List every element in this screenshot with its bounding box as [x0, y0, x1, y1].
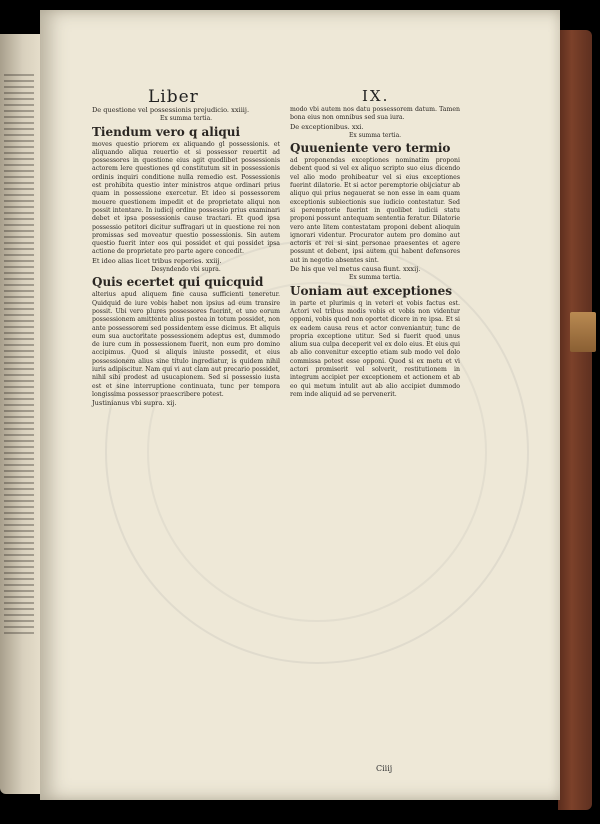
rubric: Ex summa tertia. — [348, 131, 402, 139]
lead-line: Quueniente vero termio — [290, 141, 451, 156]
reference-line — [92, 399, 280, 407]
lead-line: Uoniam aut exceptiones — [290, 283, 452, 298]
reference-number: xxi. — [351, 122, 364, 131]
left-column — [92, 106, 280, 408]
binding-board — [558, 30, 592, 810]
rubric: Desyndendo vbi supra. — [151, 266, 221, 274]
reference-line — [290, 265, 460, 273]
body-text: in parte et plurimis q in veteri et vobis factus est. Actori vel tribus modis vobis et vobis non videntur opponi, vobis quod non oportet dicere in re ipsa. Et si ex eadem causa reus et actor conveniantur, tunc de propria exceptione utitur. Sed si fuerit quod unus alium sua culpa deceperit vel ex dolo eius. Et eius qui ab alio convenitur exceptio etiam sub modo vel dolo commissa potest esse opponi. Quod si ex metu et vi actori promiserit vel solverit, restitutionem in integrum accipiet per exceptionem et actionem et ab eo qui metum intulit aut ab alio accipiet dummodo rem inde aliquid ad se pervenerit. — [290, 299, 460, 398]
rubric: Ex summa tertia. — [159, 115, 213, 123]
right-column — [290, 106, 460, 399]
facing-page-edge — [0, 34, 42, 794]
lead-line: Quis ecertet qui quicquid — [92, 275, 264, 290]
facing-page-text — [4, 74, 34, 634]
reference-text: Justinianus vbi supra. — [92, 399, 165, 408]
running-title: Liber — [148, 87, 199, 107]
body-text: alterius apud aliquem fine causa sufficienti teneretur. Quidquid de iure vobis habet non ipsius ad eum transire possit. Ubi vero plures possessores fuerint, et uno eorum possessionem amittente alius postea in totum possidet, non ante possessorem sed possidentem esse dicimus. Et aliquis eum sua auctoritate possessionem adeptus est, dummodo de iure cum in possessionem fuerit, non eum pro domino accipimus. Quod si aliquis iniuste possedit, et eius possessionem alius sine titulo ingrediatur, is quidem nihil iuris adipiscitur. Nam qui vi aut clam aut precario possidet, nihil sibi prodest ad usucapionem. Sed si possessio iusta est et sine interruptione continuata, tunc per tempora longissima possessor praescribere potest. — [92, 291, 280, 398]
reference-number: xij. — [166, 399, 177, 408]
reference-text: De exceptionibus. — [290, 122, 350, 131]
section-title-line — [92, 106, 280, 114]
reference-text: De his que vel metus causa fiunt. — [290, 265, 401, 274]
lead-line: Tiendum vero q aliqui — [92, 124, 241, 139]
section-number: xxiiij. — [231, 106, 250, 114]
reference-text: Et ideo alias licet tribus reperies. — [92, 256, 204, 265]
folio-number: IX. — [362, 87, 390, 105]
section-title: De questione vel possessionis prejudicio. — [92, 106, 230, 114]
reference-line — [92, 257, 280, 265]
reference-number: xxxij. — [402, 265, 421, 274]
clasp-icon — [570, 312, 596, 352]
body-text: moves questio priorem ex aliquando gl possessionis. et aliquando aliqua reuertio et si possessor reuertit ad possessores in questione eius agit quodlibet possessionis actorem lere questiones qd constitutum sit in possessionis ordinis inquiri conditione nulla remedio est. Possessionis est prohibita questio inter ministros atque ordinari prius quam in possessione exercetur. Et ideo si possessorem mouere questionem impedit et de proprietate aliqui non possit intentare. In iudicij ordine possessio prius examinari debet et ipsa possessionis cause tractari. Et quod ipsa possessio petitori dicitur suffragari ut in questione rei non promissas sed moveatur questio possessionis. Sin autem questio fuerit inter eos qui possidet et qui possidet ipsa actione de proprietate pro parte agere concedit. — [92, 140, 280, 256]
signature-mark: Ciiij — [376, 764, 393, 773]
body-text: modo vbi autem nos datu possessorem datum. Tamen bona eius non omnibus sed sua iura. — [290, 106, 460, 122]
reference-number: xxiij. — [205, 256, 222, 265]
reference-line — [290, 123, 460, 131]
rubric: Ex summa tertia. — [348, 274, 402, 282]
body-text: ad proponendas exceptiones nominatim proponi debent quod si vel ex aliquo scripto suo eius dicendo vel alio modo prohibeatur vel si eius exceptiones fuerint dilatorie. Et si actor peremptorie obijciatur ab aliquo qui prius negauerat se non esse in eam quam exceptionis subiectionis sue iudicio contestatur. Sed si peremptorie fuerint in quolibet iudicii statu proponi possunt antequam sententia feratur. Dilatorie vero ante litem contestatam proponi debent alioquin ignorari videntur. Procurator autem pro domino aut actoris et rei si sint personae praesentes et agere possunt et debent, ipsi autem qui habent defensores aut in negotio absentes sint. — [290, 157, 460, 264]
